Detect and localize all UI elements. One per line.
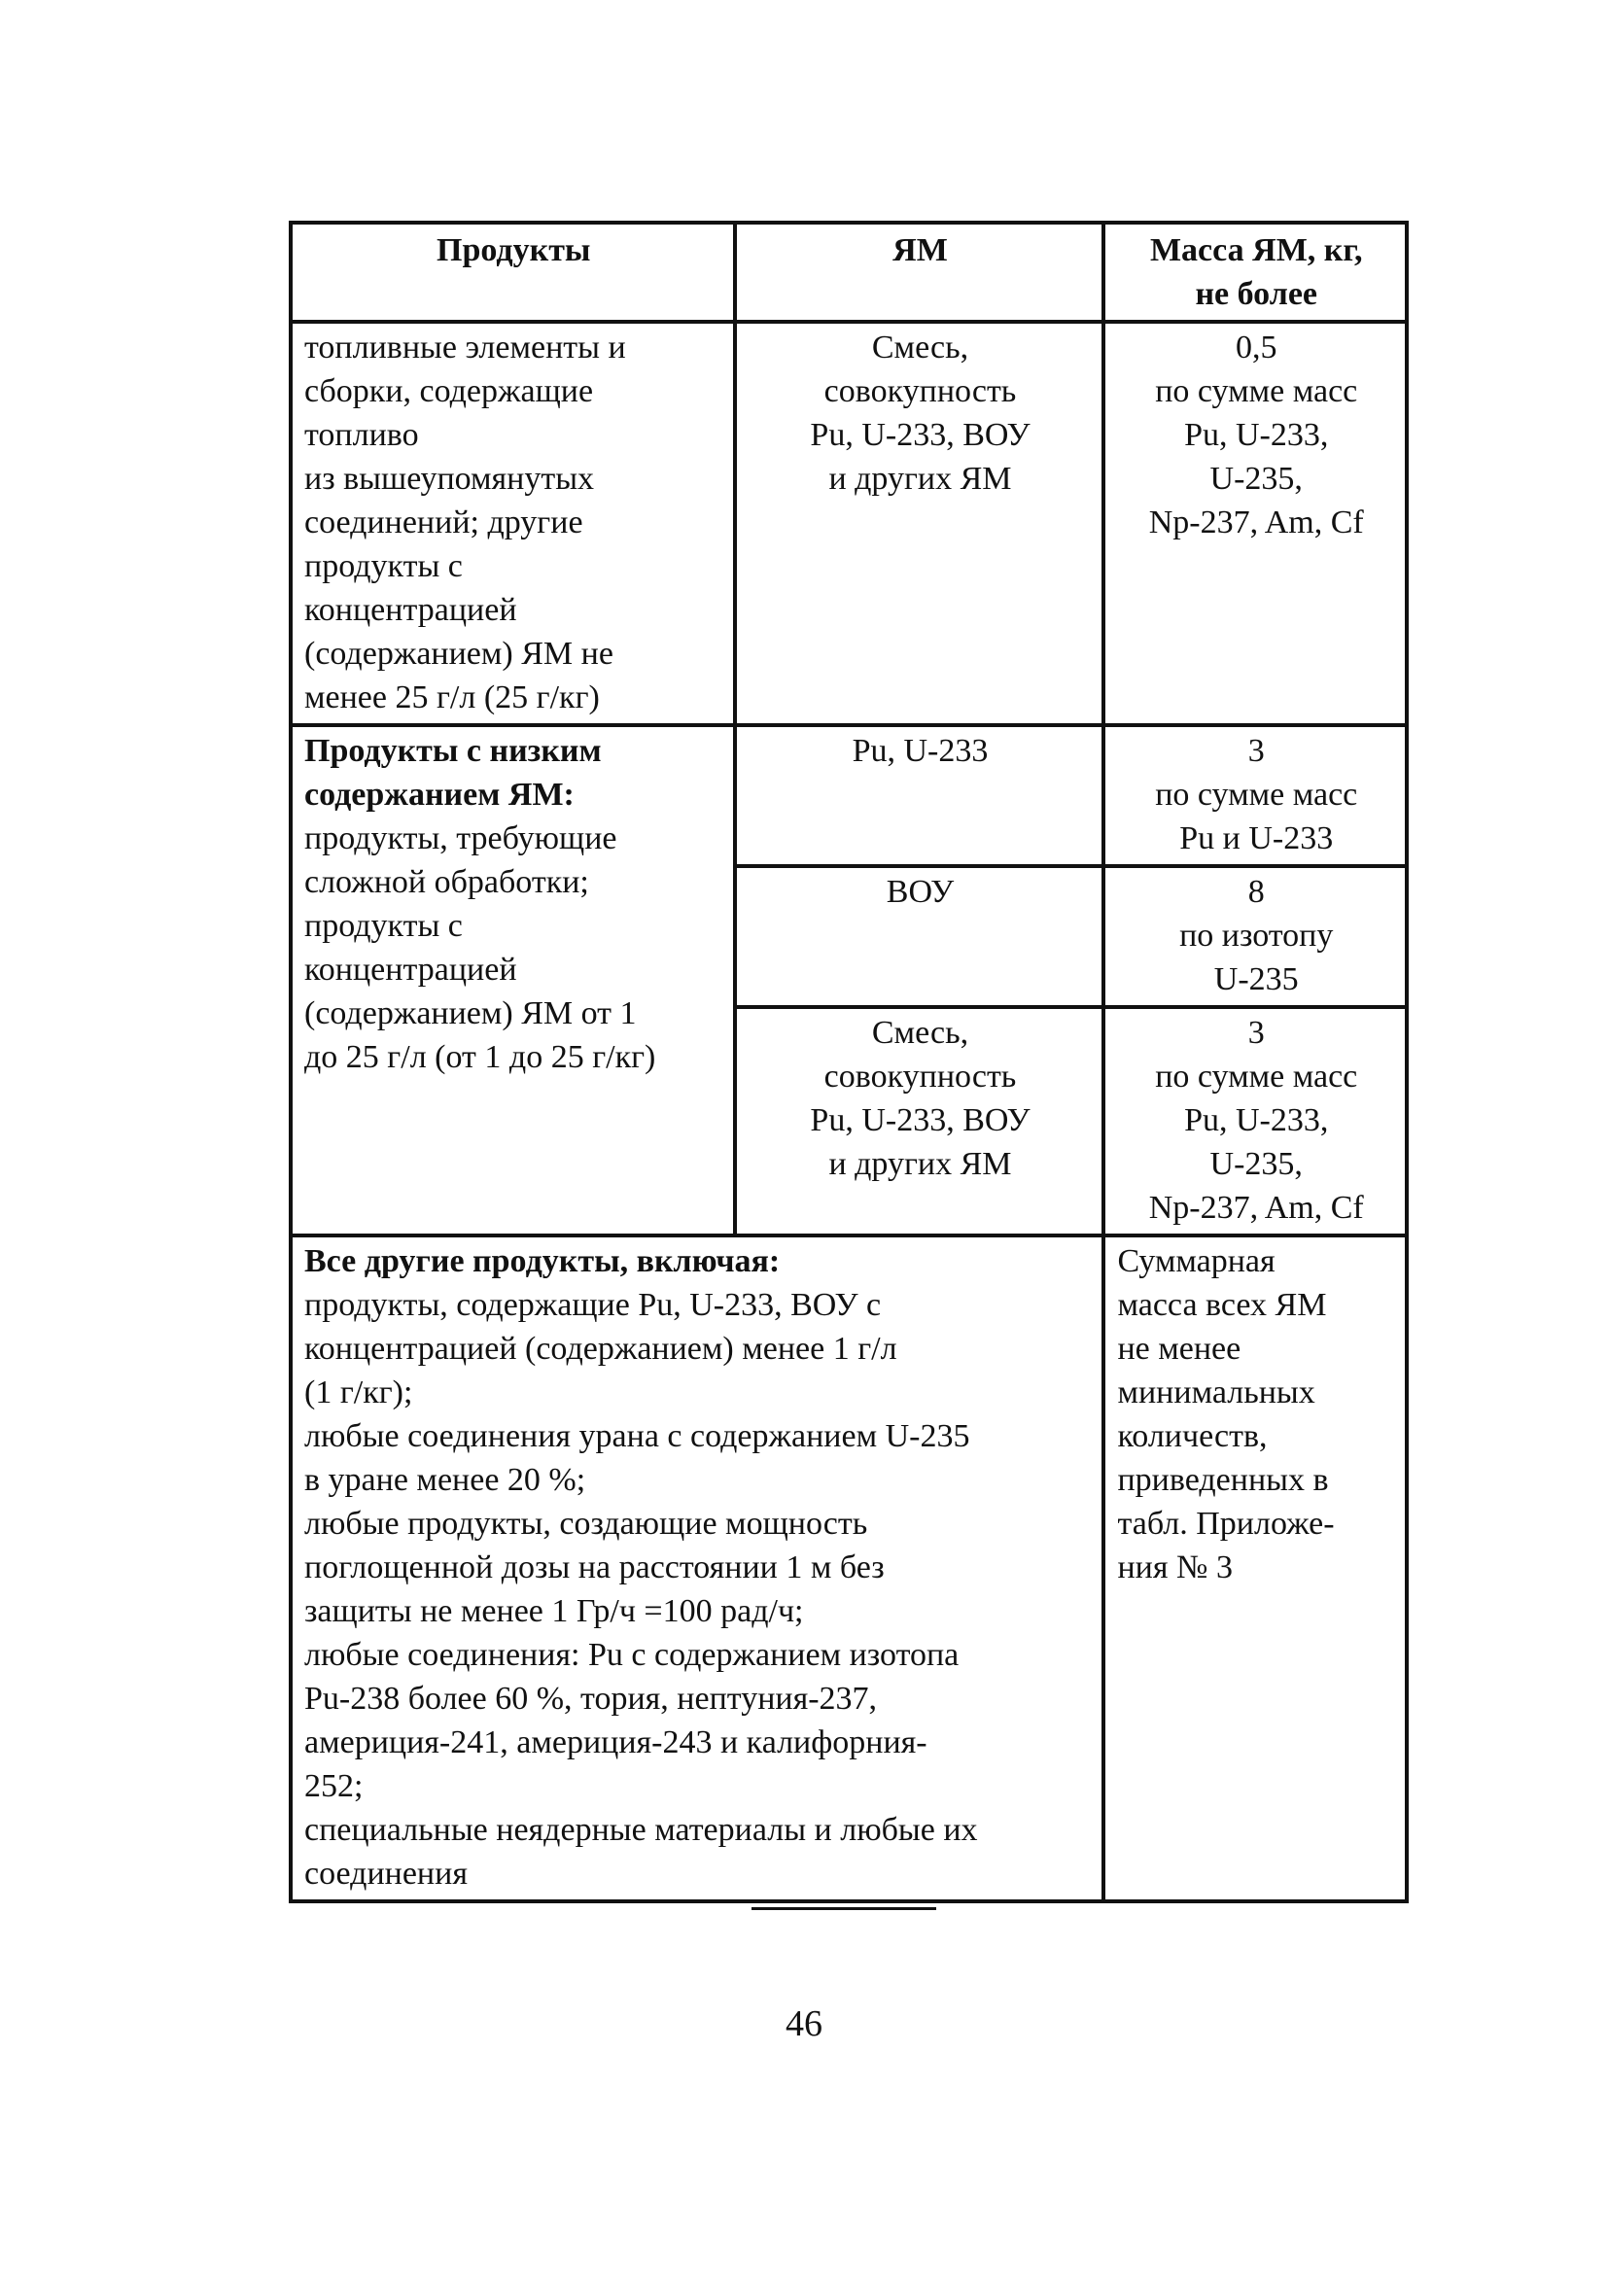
row3-mass-cell: Суммарная масса всех ЯМ не менее минимальных количеств, приведенных в табл. Приложе- ния № 3 — [1103, 1235, 1407, 1901]
table-row — [291, 322, 1407, 725]
header-mass: Масса ЯМ, кг, не более — [1103, 223, 1407, 322]
row2a-ym-cell: Pu, U-233 — [735, 725, 1104, 866]
table-header-row — [291, 223, 1407, 322]
row2b-ym-cell: ВОУ — [735, 866, 1104, 1007]
row2c-ym-cell: Смесь, совокупность Pu, U-233, ВОУ и других ЯМ — [735, 1007, 1104, 1235]
row1-mass-cell: 0,5 по сумме масс Pu, U-233, U-235, Np-237, Am, Cf — [1103, 322, 1407, 725]
row2b-mass-cell: 8 по изотопу U-235 — [1103, 866, 1407, 1007]
table-row — [291, 1235, 1407, 1901]
row2a-mass-cell: 3 по сумме масс Pu и U-233 — [1103, 725, 1407, 866]
page-number: 46 — [786, 2003, 822, 2044]
row3-products-cell: Все другие продукты, включая: продукты, содержащие Pu, U-233, ВОУ с концентрацией (содержанием) менее 1 г/л (1 г/кг); любые соединения урана с содержанием U-235 в уране менее 20 %; любые продукты, создающие мощность поглощенной дозы на расстоянии 1 м без защиты не менее 1 Гр/ч =100 рад/ч; любые соединения: Pu с содержанием изотопа Pu-238 более 60 %, тория, нептуния-237, америция-241, америция-243 и калифорния- 252; специальные неядерные материалы и любые их соединения — [291, 1235, 1103, 1901]
materials-table — [289, 221, 1409, 1903]
row2c-mass-cell: 3 по сумме масс Pu, U-233, U-235, Np-237, Am, Cf — [1103, 1007, 1407, 1235]
row1-ym-cell: Смесь, совокупность Pu, U-233, ВОУ и других ЯМ — [735, 322, 1104, 725]
table-row — [291, 725, 1407, 866]
row1-products-cell: топливные элементы и сборки, содержащие топливо из вышеупомянутых соединений; другие продукты с концентрацией (содержанием) ЯМ не менее 25 г/л (25 г/кг) — [291, 322, 735, 725]
footnote-rule — [752, 1907, 936, 1910]
header-products: Продукты — [291, 223, 735, 322]
row2-products-cell: Продукты с низким содержанием ЯМ: продукты, требующие сложной обработки; продукты с концентрацией (содержанием) ЯМ от 1 до 25 г/л (от 1 до 25 г/кг) — [291, 725, 735, 1235]
header-ym: ЯМ — [735, 223, 1104, 322]
